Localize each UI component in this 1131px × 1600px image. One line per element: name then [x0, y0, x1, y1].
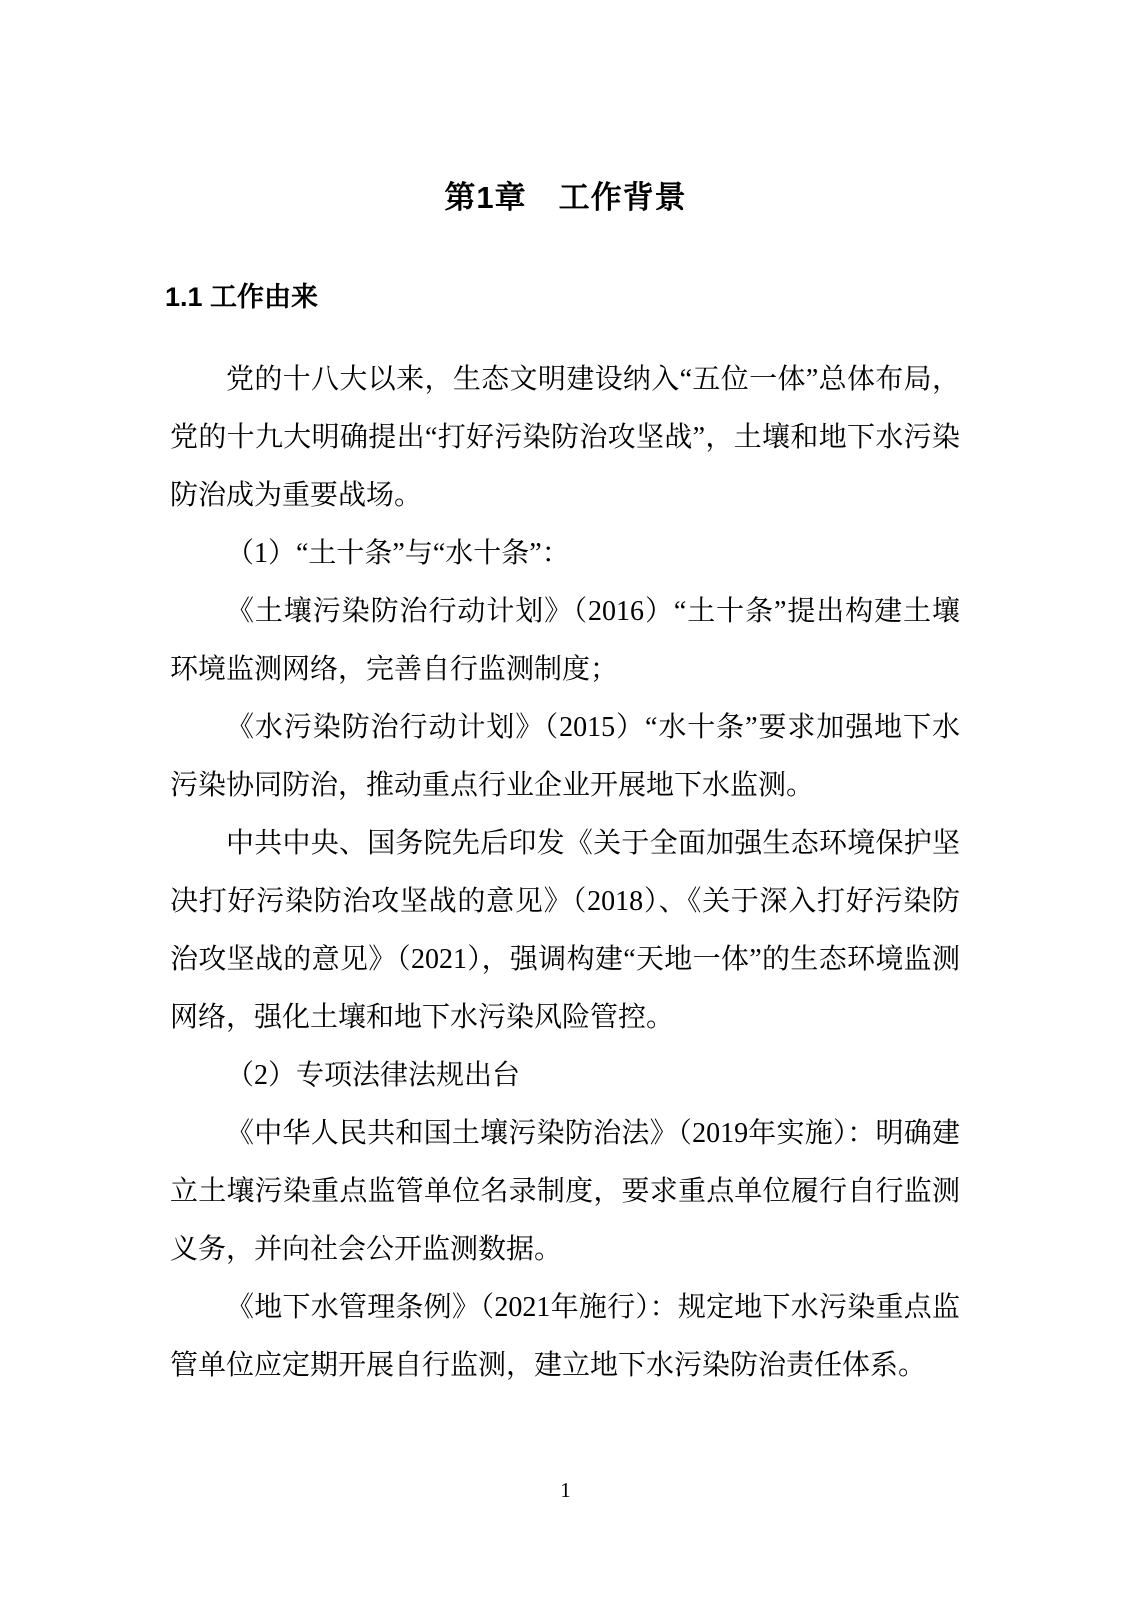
paragraph-water-action-plan: 《水污染防治行动计划》（2015）“水十条”要求加强地下水污染协同防治，推动重点行业企业开展地下水监测。	[170, 712, 960, 801]
paragraph-soil-pollution-law: 《中华人民共和国土壤污染防治法》（2019年实施）：明确建立土壤污染重点监管单位名录制度，要求重点单位履行自行监测义务，并向社会公开监测数据。	[170, 1118, 960, 1265]
paragraph-groundwater-regulation: 《地下水管理条例》（2021年施行）：规定地下水污染重点监管单位应定期开展自行监测，建立地下水污染防治责任体系。	[170, 1292, 960, 1381]
paragraph-central-documents: 中共中央、国务院先后印发《关于全面加强生态环境保护坚决打好污染防治攻坚战的意见》（2018）、《关于深入打好污染防治攻坚战的意见》（2021），强调构建“天地一体”的生态环境监测网络，强化土壤和地下水污染风险管控。	[170, 828, 960, 1033]
page-number: 1	[560, 1478, 571, 1502]
chapter-title: 第1章 工作背景	[444, 180, 687, 215]
paragraph-item-2-heading: （2）专项法律法规出台	[226, 1060, 521, 1091]
paragraph-item-1-heading: （1）“土十条”与“水十条”：	[226, 538, 570, 569]
paragraph-soil-action-plan: 《土壤污染防治行动计划》（2016）“土十条”提出构建土壤环境监测网络，完善自行监测制度；	[170, 596, 960, 685]
section-heading: 1.1 工作由来	[165, 282, 319, 312]
body-text-block	[170, 351, 960, 1395]
paragraph-intro: 党的十八大以来，生态文明建设纳入“五位一体”总体布局，党的十九大明确提出“打好污染防治攻坚战”，土壤和地下水污染防治成为重要战场。	[170, 364, 960, 511]
